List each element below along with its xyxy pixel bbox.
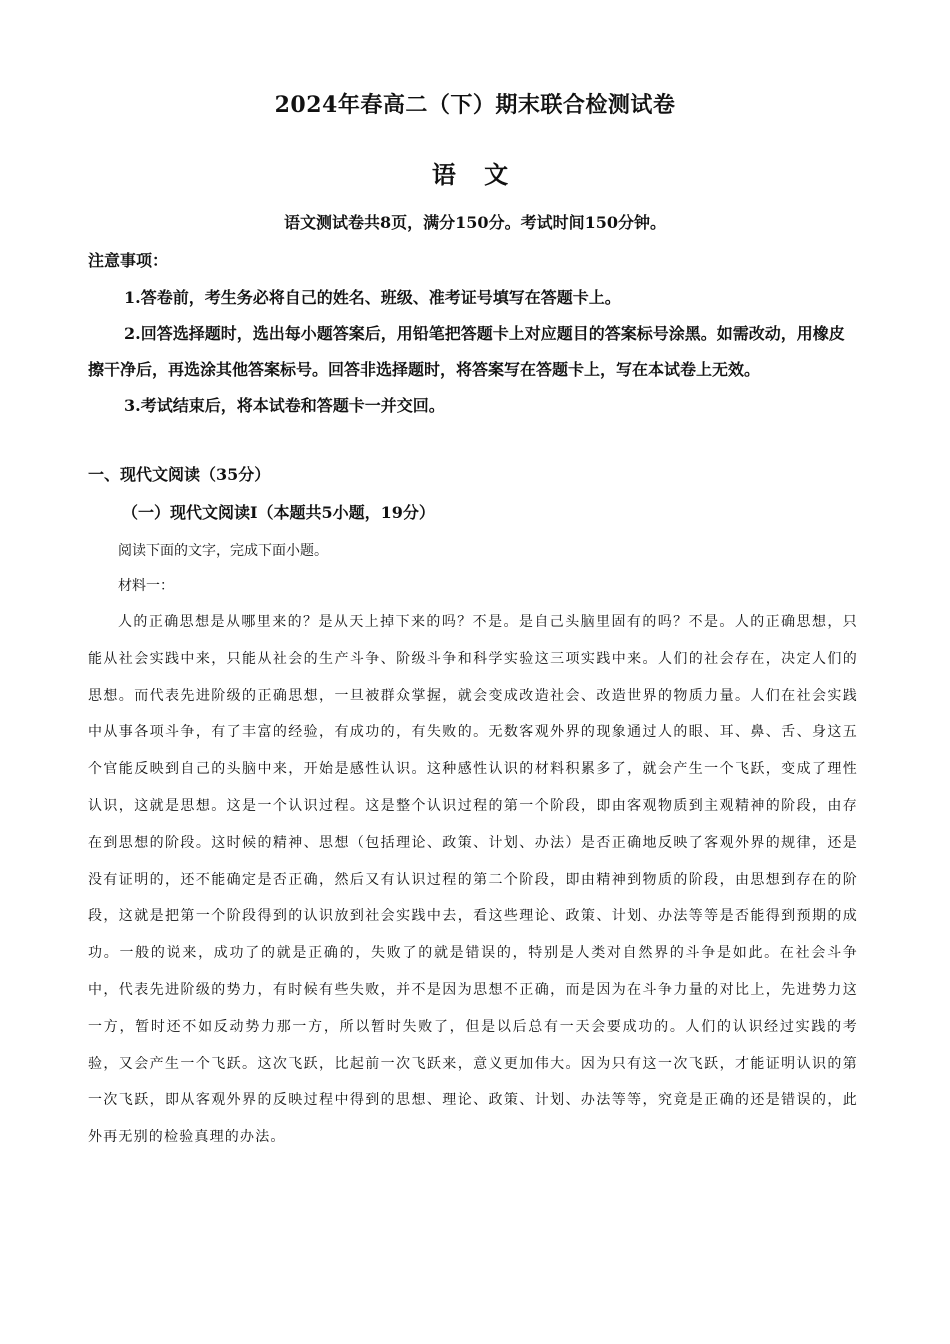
subject-title: 语 文 <box>431 160 519 189</box>
material-label: 材料一： <box>118 578 174 594</box>
reading-instruction: 阅读下面的文字，完成下面小题。 <box>118 543 328 559</box>
notice-list <box>88 280 854 424</box>
exam-title: 2024年春高二（下）期末联合检测试卷 <box>274 92 676 118</box>
notice-item: 1.答卷前，考生务必将自己的姓名、班级、准考证号填写在答题卡上。 <box>124 288 621 307</box>
passage-text: 人的正确思想是从哪里来的？是从天上掉下来的吗？不是。是自己头脑里固有的吗？不是。人的正确思想，只能从社会实践中来，只能从社会的生产斗争、阶级斗争和科学实验这三项实践中来。人们的社会存在，决定人们的思想。而代表先进阶级的正确思想，一旦被群众掌握，就会变成改造社会、改造世界的物质力量。人们在社会实践中从事各项斗争，有了丰富的经验，有成功的，有失败的。无数客观外界的现象通过人的眼、耳、鼻、舌、身这五个官能反映到自己的头脑中来，开始是感性认识。这种感性认识的材料积累多了，就会产生一个飞跃，变成了理性认识，这就是思想。这是一个认识过程。这是整个认识过程的第一个阶段，即由客观物质到主观精神的阶段，由存在到思想的阶段。这时候的精神、思想（包括理论、政策、计划、办法）是否正确地反映了客观外界的规律，还是没有证明的，还不能确定是否正确，然后又有认识过程的第二个阶段，即由精神到物质的阶段，由思想到存在的阶段，这就是把第一个阶段得到的认识放到社会实践中去，看这些理论、政策、计划、办法等等是否能得到预期的成功。一般的说来，成功了的就是正确的，失败了的就是错误的，特别是人类对自然界的斗争是如此。在社会斗争中，代表先进阶级的势力，有时候有些失败，并不是因为思想不正确，而是因为在斗争力量的对比上，先进势力这一方，暂时还不如反动势力那一方，所以暂时失败了，但是以后总有一天会要成功的。人们的认识经过实践的考验，又会产生一个飞跃。这次飞跃，比起前一次飞跃来，意义更加伟大。因为只有这一次飞跃，才能证明认识的第一次飞跃，即从客观外界的反映过程中得到的思想、理论、政策、计划、办法等等，究竟是正确的还是错误的，此外再无别的检验真理的办法。 <box>88 614 858 1146</box>
notice-item: 2.回答选择题时，选出每小题答案后，用铅笔把答题卡上对应题目的答案标号涂黑。如需改动，用橡皮擦干净后，再选涂其他答案标号。回答非选择题时，将答案写在答题卡上，写在本试卷上无效。 <box>88 324 845 379</box>
exam-meta: 语文测试卷共8页，满分150分。考试时间150分钟。 <box>284 213 666 232</box>
notice-item: 3.考试结束后，将本试卷和答题卡一并交回。 <box>124 396 445 415</box>
section-heading: 一、现代文阅读（35分） <box>88 465 271 484</box>
reading-passage <box>88 604 858 1156</box>
notice-heading: 注意事项： <box>88 251 169 270</box>
subsection-heading: （一）现代文阅读Ⅰ（本题共5小题，19分） <box>122 503 435 522</box>
